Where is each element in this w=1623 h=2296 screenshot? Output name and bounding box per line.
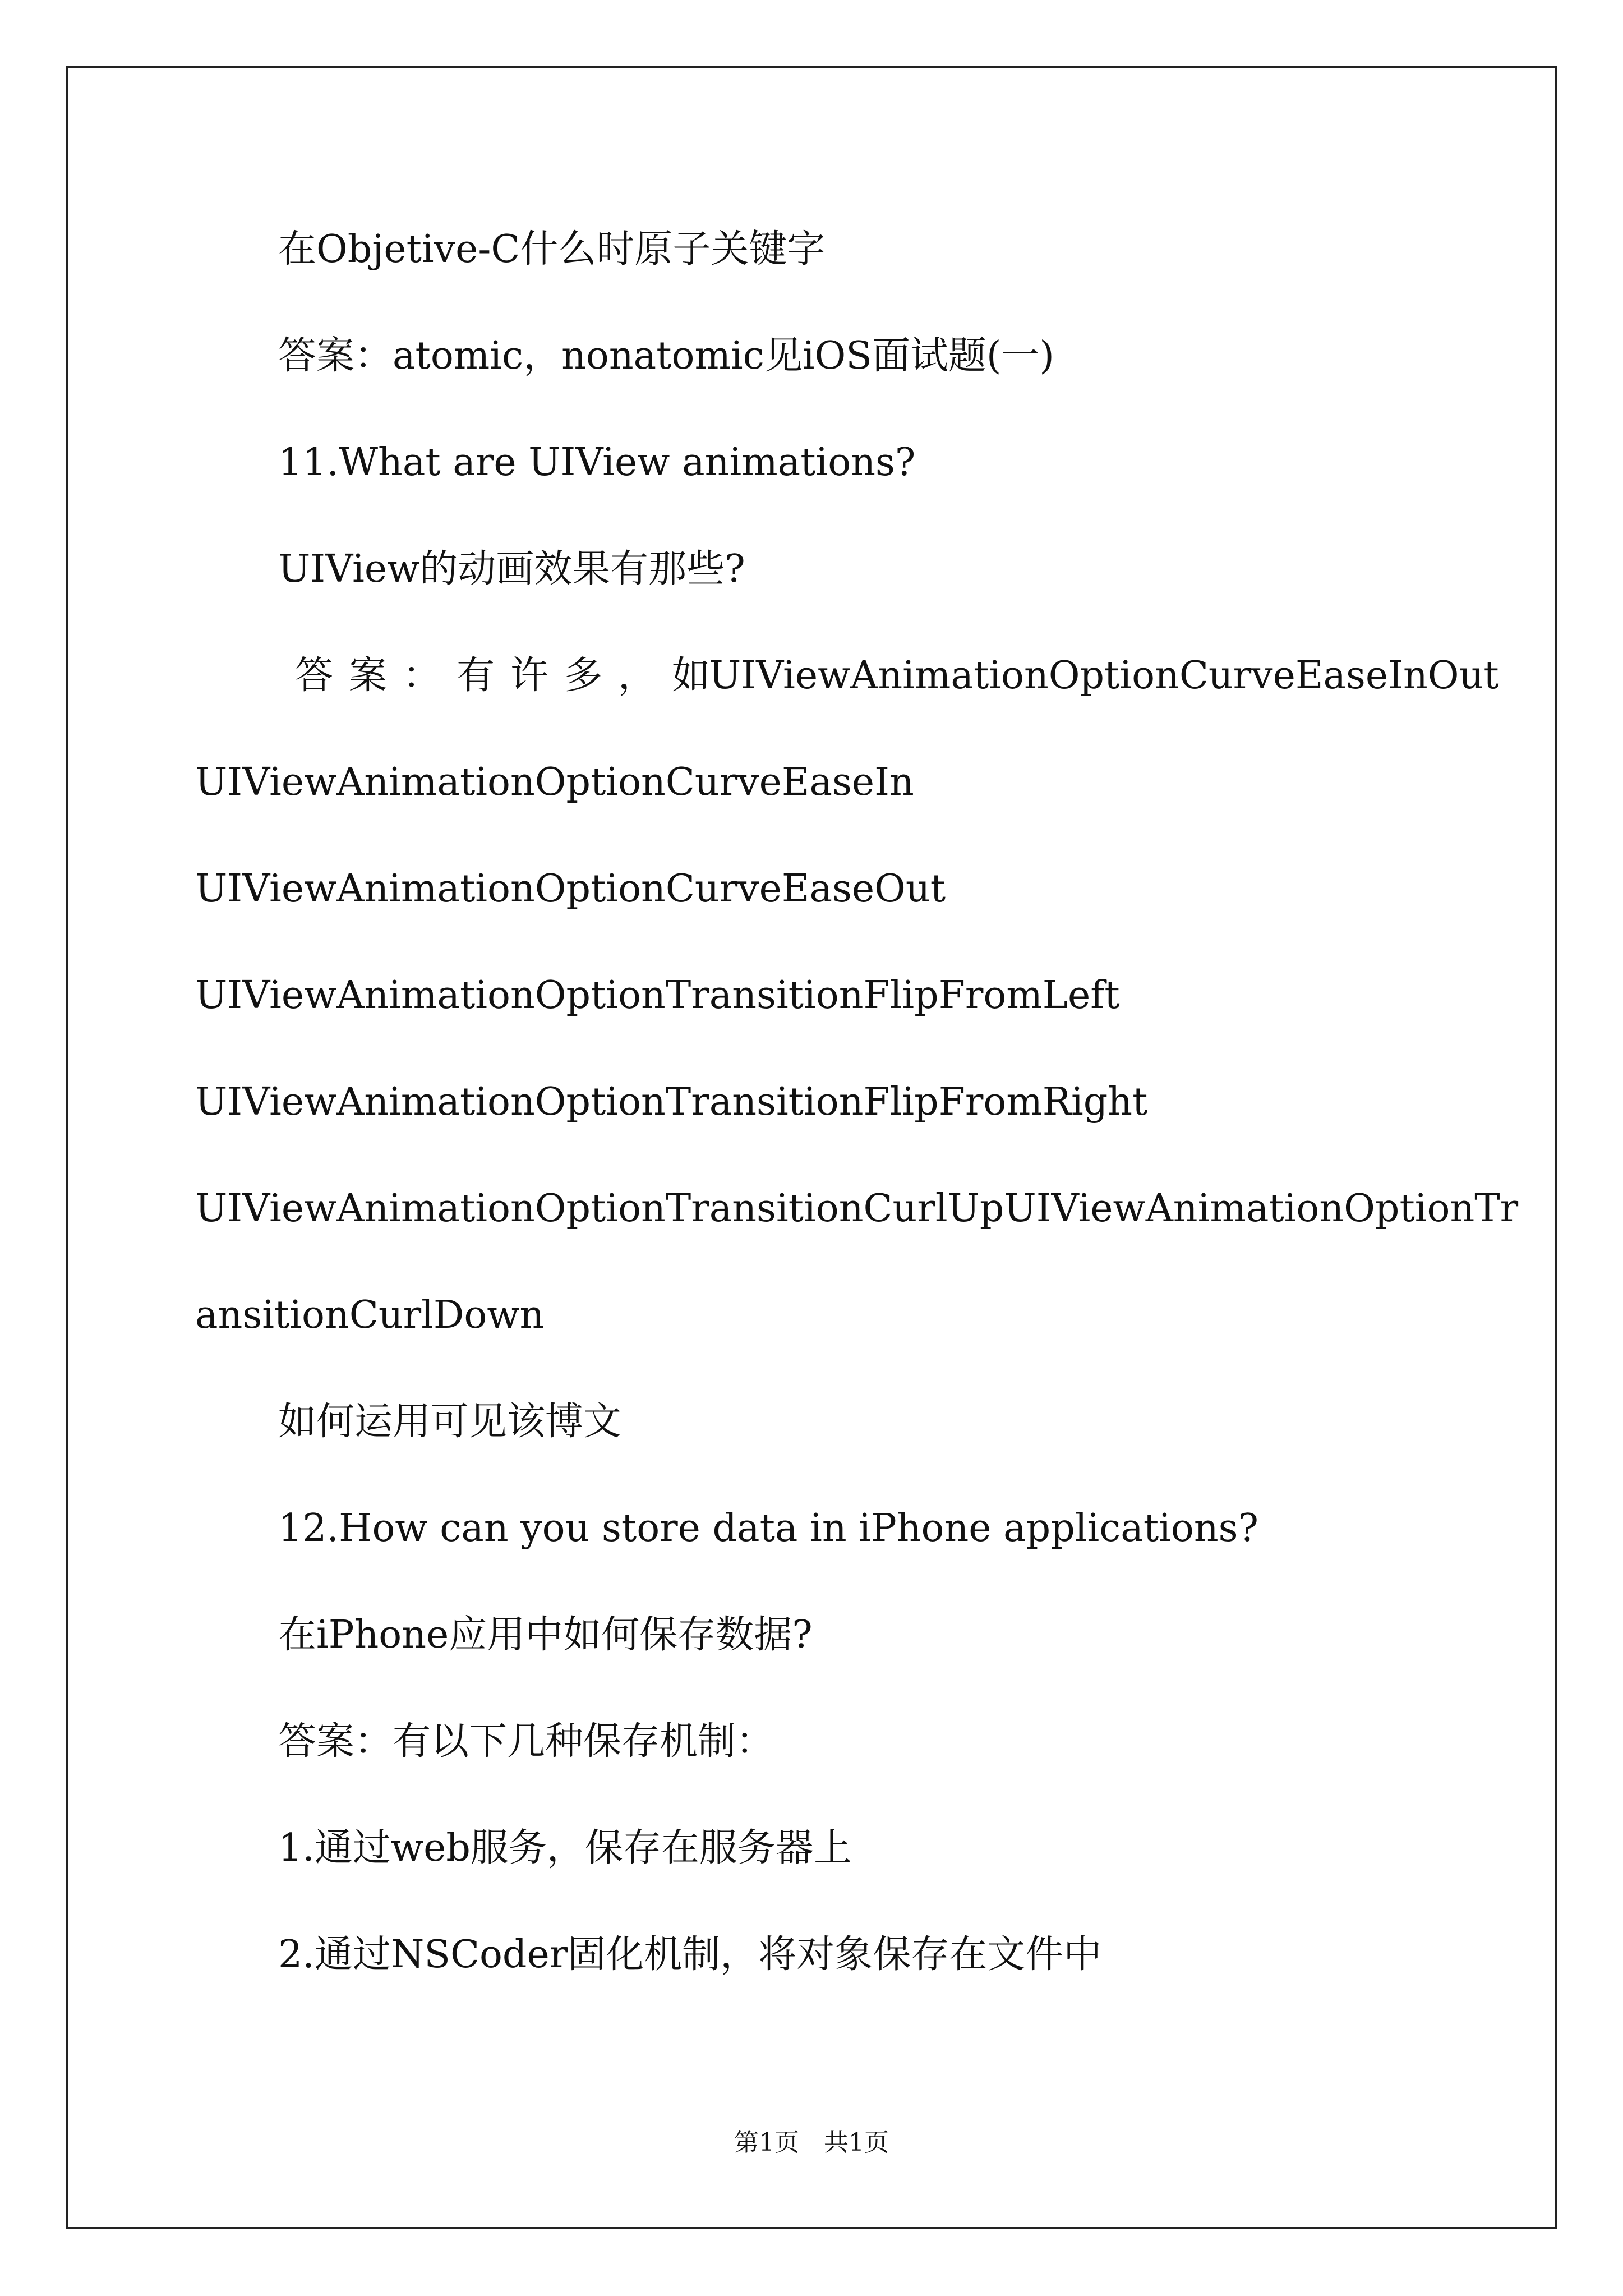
page-number-footer: 第1页 共1页 xyxy=(734,2128,889,2157)
animation-option-ease-in: UIViewAnimationOptionCurveEaseIn xyxy=(195,760,914,804)
animation-option-curl-up: UIViewAnimationOptionTransitionCurlUpUIViewAnimationOptionTr xyxy=(195,1186,1519,1231)
answer-atomic: 答案：atomic，nonatomic见iOS面试题(一) xyxy=(278,334,1054,378)
animation-option-flip-left: UIViewAnimationOptionTransitionFlipFromLeft xyxy=(195,973,1120,1018)
usage-note: 如何运用可见该博文 xyxy=(278,1400,622,1444)
animation-option-curl-down: ansitionCurlDown xyxy=(195,1293,545,1337)
page-border xyxy=(66,66,1557,2229)
question-12-translation: 在iPhone应用中如何保存数据? xyxy=(278,1613,813,1657)
question-11-title: 11.What are UIView animations? xyxy=(278,440,916,485)
animation-option-ease-in-out: UIViewAnimationOptionCurveEaseInOut xyxy=(709,654,1499,698)
question-12-title: 12.How can you store data in iPhone applications? xyxy=(278,1506,1259,1550)
answer-11-prefix: 答案：有许多，如 xyxy=(295,654,726,698)
animation-option-ease-out: UIViewAnimationOptionCurveEaseOut xyxy=(195,867,946,911)
question-atomic-keyword: 在Objetive-C什么时原子关键字 xyxy=(278,227,826,272)
answer-12-intro: 答案：有以下几种保存机制： xyxy=(278,1719,774,1764)
question-11-translation: UIView的动画效果有那些? xyxy=(278,547,745,591)
storage-method-2: 2.通过NSCoder固化机制，将对象保存在文件中 xyxy=(278,1932,1102,1977)
storage-method-1: 1.通过web服务，保存在服务器上 xyxy=(278,1826,852,1870)
animation-option-flip-right: UIViewAnimationOptionTransitionFlipFromRight xyxy=(195,1080,1148,1124)
